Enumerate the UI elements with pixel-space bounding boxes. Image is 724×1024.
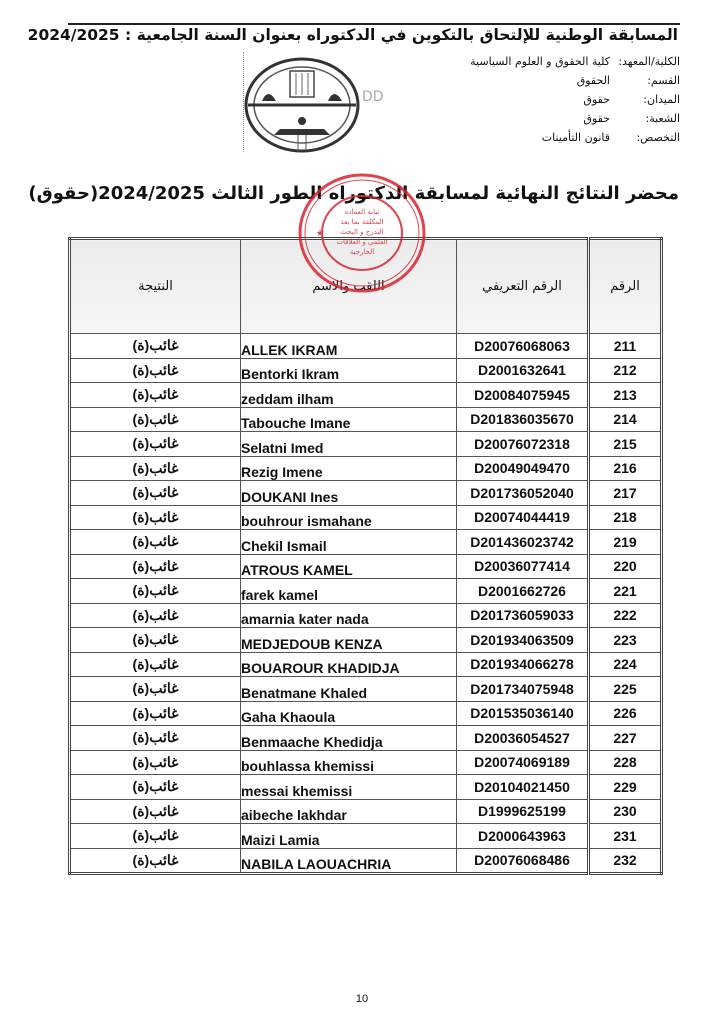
id-cell: D201734075948 [457,677,589,702]
result-cell: غائب(ة) [70,407,241,432]
table-row [70,554,662,579]
table-row [70,530,662,555]
number-cell: 219 [589,530,662,555]
info-field [420,90,680,109]
info-specialty [420,128,680,147]
name-cell: Benatmane Khaled [241,677,457,702]
info-faculty [420,52,680,71]
number-cell: 229 [589,775,662,800]
info-branch [420,109,680,128]
table-row [70,848,662,874]
number-cell: 230 [589,799,662,824]
table-row [70,701,662,726]
number-cell: 216 [589,456,662,481]
table-row [70,481,662,506]
table-row [70,824,662,849]
info-value: قانون التأمينات [541,131,610,144]
id-cell: D2000643963 [457,824,589,849]
info-label: التخصص: [636,131,680,144]
result-cell: غائب(ة) [70,848,241,874]
name-cell: Chekil Ismail [241,530,457,555]
table-header-row [70,239,662,334]
svg-text:DD: DD [362,89,384,105]
number-cell: 218 [589,505,662,530]
table-row [70,799,662,824]
id-cell: D20104021450 [457,775,589,800]
stamp-text: المكلفة بما بعد [340,218,384,226]
name-cell: Maizi Lamia [241,824,457,849]
info-value: كلية الحقوق و العلوم السياسية [470,55,610,68]
name-cell: Bentorki Ikram [241,358,457,383]
id-cell: D2001632641 [457,358,589,383]
id-cell: D201736059033 [457,603,589,628]
table-row [70,505,662,530]
stamp-text: الخارجية [349,248,375,256]
number-cell: 232 [589,848,662,874]
star-icon: ★ [316,229,325,239]
header-rule [68,23,680,25]
id-cell: D20074044419 [457,505,589,530]
number-cell: 212 [589,358,662,383]
number-cell: 227 [589,726,662,751]
id-cell: D20076072318 [457,432,589,457]
table-row [70,334,662,359]
number-cell: 221 [589,579,662,604]
table-row [70,677,662,702]
info-label: القسم: [647,74,680,87]
info-label: الميدان: [643,93,680,106]
number-cell: 217 [589,481,662,506]
number-cell: 224 [589,652,662,677]
name-cell: Selatni Imed [241,432,457,457]
result-cell: غائب(ة) [70,726,241,751]
name-cell: aibeche lakhdar [241,799,457,824]
result-cell: غائب(ة) [70,824,241,849]
number-cell: 211 [589,334,662,359]
table-row [70,775,662,800]
name-cell: amarnia kater nada [241,603,457,628]
table-row [70,628,662,653]
result-cell: غائب(ة) [70,579,241,604]
stamp-text: نيابة العمادة [344,208,380,216]
id-cell: D201934066278 [457,652,589,677]
id-cell: D201535036140 [457,701,589,726]
info-label: الشعبة: [645,112,680,125]
number-cell: 225 [589,677,662,702]
result-cell: غائب(ة) [70,481,241,506]
id-cell: D1999625199 [457,799,589,824]
id-cell: D201736052040 [457,481,589,506]
table-row [70,432,662,457]
number-cell: 220 [589,554,662,579]
id-cell: D20076068486 [457,848,589,874]
table-row [70,579,662,604]
id-cell: D20049049470 [457,456,589,481]
header-number: الرقم [589,239,662,334]
table-row [70,652,662,677]
number-cell: 214 [589,407,662,432]
name-cell: MEDJEDOUB KENZA [241,628,457,653]
id-cell: D201934063509 [457,628,589,653]
name-cell: Gaha Khaoula [241,701,457,726]
name-cell: zeddam ilham [241,383,457,408]
header-result: النتيجة [70,239,241,334]
table-row [70,383,662,408]
result-cell: غائب(ة) [70,432,241,457]
id-cell: D20036054527 [457,726,589,751]
name-cell: Tabouche Imane [241,407,457,432]
table-row [70,603,662,628]
name-cell: Benmaache Khedidja [241,726,457,751]
number-cell: 223 [589,628,662,653]
result-cell: غائب(ة) [70,456,241,481]
name-cell: messai khemissi [241,775,457,800]
university-seal-icon [240,55,384,155]
id-cell: D2001662726 [457,579,589,604]
info-value: حقوق [583,112,610,125]
number-cell: 213 [589,383,662,408]
result-cell: غائب(ة) [70,334,241,359]
table-row [70,726,662,751]
info-department [420,71,680,90]
program-info [420,52,680,147]
number-cell: 228 [589,750,662,775]
id-cell: D20084075945 [457,383,589,408]
result-cell: غائب(ة) [70,505,241,530]
result-cell: غائب(ة) [70,554,241,579]
page-number: 10 [355,993,369,1005]
results-table [68,237,663,875]
result-cell: غائب(ة) [70,652,241,677]
name-cell: DOUKANI Ines [241,481,457,506]
result-cell: غائب(ة) [70,603,241,628]
stamp-text: العلمي و العلاقات [336,238,388,246]
document-title: المسابقة الوطنية للإلتحاق بالتكوين في الدكتوراه بعنوان السنة الجامعية : 2024/2025 [27,26,678,44]
name-cell: ATROUS KAMEL [241,554,457,579]
number-cell: 226 [589,701,662,726]
number-cell: 222 [589,603,662,628]
id-cell: D201836035670 [457,407,589,432]
table-row [70,358,662,383]
result-cell: غائب(ة) [70,799,241,824]
result-cell: غائب(ة) [70,628,241,653]
info-value: الحقوق [576,74,610,87]
name-cell: NABILA LAOUACHRIA [241,848,457,874]
result-cell: غائب(ة) [70,383,241,408]
result-cell: غائب(ة) [70,750,241,775]
number-cell: 215 [589,432,662,457]
name-cell: ALLEK IKRAM [241,334,457,359]
name-cell: Rezig Imene [241,456,457,481]
info-value: حقوق [583,93,610,106]
result-cell: غائب(ة) [70,530,241,555]
result-cell: غائب(ة) [70,701,241,726]
result-cell: غائب(ة) [70,358,241,383]
table-row [70,407,662,432]
name-cell: BOUAROUR KHADIDJA [241,652,457,677]
table-row [70,750,662,775]
table-row [70,456,662,481]
header-name: اللقب والاسم [241,239,457,334]
result-cell: غائب(ة) [70,677,241,702]
header-id: الرقم التعريفي [457,239,589,334]
id-cell: D20076068063 [457,334,589,359]
stamp-text: التدرج و البحث [340,228,384,236]
id-cell: D20074069189 [457,750,589,775]
number-cell: 231 [589,824,662,849]
results-title: محضر النتائج النهائية لمسابقة الدكتوراه الطور الثالث 2024/2025(حقوق) [28,183,679,204]
info-label: الكلية/المعهد: [618,55,680,68]
name-cell: farek kamel [241,579,457,604]
id-cell: D20036077414 [457,554,589,579]
name-cell: bouhrour ismahane [241,505,457,530]
name-cell: bouhlassa khemissi [241,750,457,775]
result-cell: غائب(ة) [70,775,241,800]
id-cell: D201436023742 [457,530,589,555]
